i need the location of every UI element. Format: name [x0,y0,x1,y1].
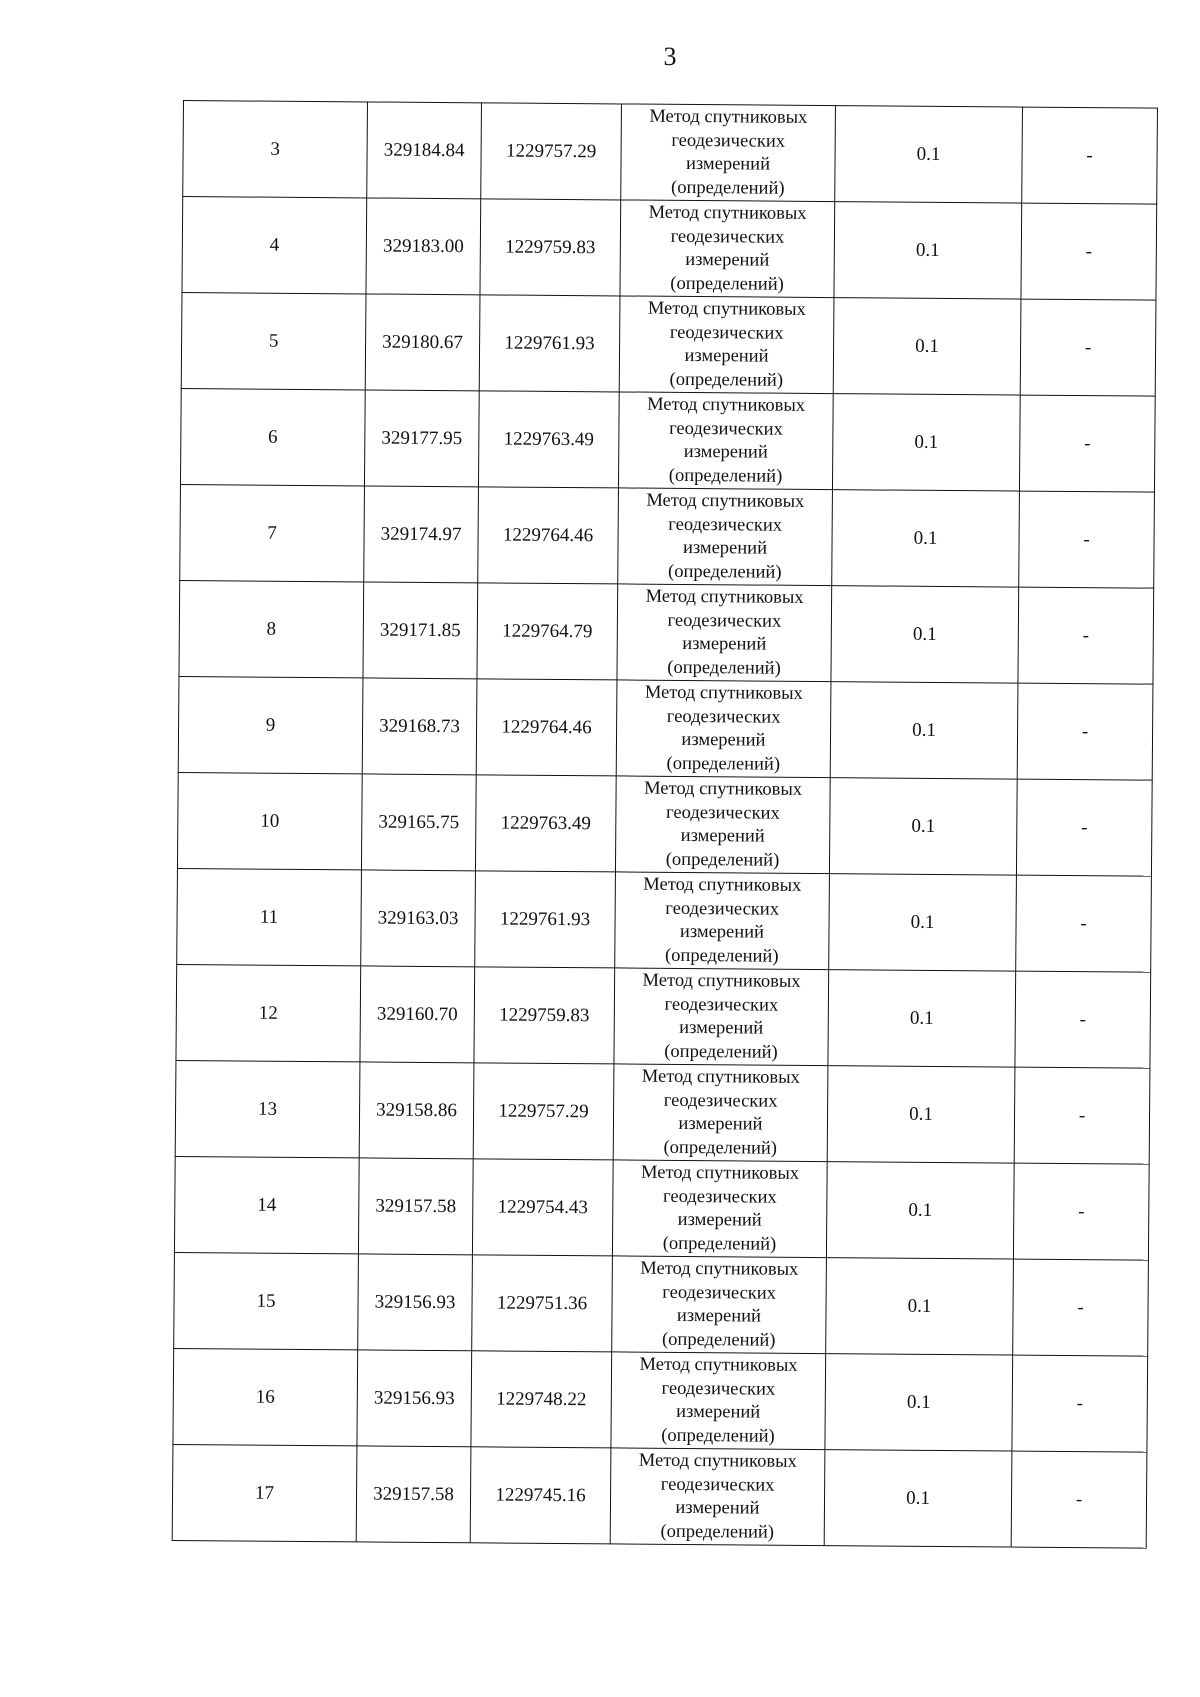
method-line: измерений [679,1017,764,1039]
accuracy-cell: 0.1 [824,1450,1012,1547]
method-cell [616,680,831,778]
y-coordinate-cell: 1229764.46 [476,679,617,776]
x-coordinate-cell: 329158.86 [359,1062,474,1159]
method-line: измерений [682,537,768,559]
y-coordinate-cell: 1229763.49 [475,775,616,872]
method-line: геодезических [666,706,781,728]
method-line: геодезических [667,610,782,632]
y-coordinate-cell: 1229751.36 [472,1255,613,1352]
method-line: измерений [682,633,767,655]
method-line: Метод спутниковых [639,1354,798,1376]
point-number-cell: 14 [174,1156,359,1253]
note-cell: - [1018,587,1154,684]
point-number-cell: 6 [180,388,365,485]
method-line: (определений) [665,849,780,871]
method-line: измерений [677,1209,762,1231]
y-coordinate-cell: 1229761.93 [479,295,620,392]
method-line: измерений [681,729,766,751]
table-row [180,388,1155,492]
method-cell [610,1448,825,1546]
method-line: (определений) [671,177,785,199]
table-row [181,292,1156,396]
note-cell: - [1015,971,1151,1068]
x-coordinate-cell: 329171.85 [363,582,478,679]
method-line: геодезических [665,898,780,920]
table-row [176,964,1151,1068]
table-row [172,1444,1147,1548]
method-line: Метод спутниковых [644,682,803,704]
note-cell: - [1013,1163,1149,1260]
x-coordinate-cell: 329165.75 [361,774,476,871]
method-cell [615,872,830,970]
y-coordinate-cell: 1229759.83 [474,967,615,1064]
table-row [183,101,1158,205]
note-cell: - [1016,779,1152,876]
method-line: геодезических [662,1282,777,1304]
table-row [173,1348,1148,1452]
table-row [177,772,1152,876]
method-line: измерений [675,1497,760,1519]
accuracy-cell: 0.1 [834,202,1022,299]
method-line: геодезических [669,418,783,440]
y-coordinate-cell: 1229763.49 [478,391,619,488]
note-cell: - [1021,203,1157,300]
method-cell [618,488,833,586]
x-coordinate-cell: 329156.93 [357,1350,472,1447]
x-coordinate-cell: 329156.93 [358,1254,473,1351]
method-line: Метод спутниковых [645,586,804,608]
note-cell: - [1022,107,1158,204]
y-coordinate-cell: 1229764.46 [478,487,619,584]
x-coordinate-cell: 329160.70 [360,966,475,1063]
accuracy-cell: 0.1 [835,106,1023,203]
method-line: Метод спутниковых [648,202,807,224]
method-line: Метод спутниковых [647,394,806,416]
accuracy-cell: 0.1 [831,586,1019,683]
method-line: геодезических [661,1378,776,1400]
method-line: измерений [676,1305,762,1327]
point-number-cell: 7 [180,484,365,581]
point-number-cell: 3 [183,101,368,198]
x-coordinate-cell: 329157.58 [356,1446,471,1543]
x-coordinate-cell: 329168.73 [362,678,477,775]
point-number-cell: 11 [177,868,362,965]
accuracy-cell: 0.1 [826,1258,1014,1355]
method-line: (определений) [668,465,783,487]
method-cell [615,776,830,874]
coordinates-table [172,100,1158,1549]
method-line: Метод спутниковых [642,970,801,992]
table-row [177,868,1152,972]
point-number-cell: 16 [173,1348,358,1445]
note-cell: - [1013,1259,1149,1356]
method-line: измерений [680,825,765,847]
accuracy-cell: 0.1 [826,1162,1014,1259]
accuracy-cell: 0.1 [832,394,1020,491]
method-line: геодезических [666,802,780,824]
x-coordinate-cell: 329184.84 [367,102,482,199]
point-number-cell: 8 [179,580,364,677]
method-line: (определений) [663,1137,778,1159]
point-number-cell: 13 [175,1060,360,1157]
accuracy-cell: 0.1 [829,874,1017,971]
note-cell: - [1016,875,1152,972]
method-line: измерений [683,441,768,463]
accuracy-cell: 0.1 [832,490,1020,587]
method-line: измерений [685,153,771,175]
table-row [175,1060,1150,1164]
page-number: 3 [663,42,677,71]
note-cell: - [1020,299,1156,396]
method-line: Метод спутниковых [641,1162,800,1184]
y-coordinate-cell: 1229754.43 [472,1159,613,1256]
x-coordinate-cell: 329180.67 [365,294,480,391]
method-line: измерений [676,1401,761,1423]
point-number-cell: 4 [182,197,367,294]
method-line: геодезических [670,226,785,248]
note-cell: - [1014,1067,1150,1164]
method-line: геодезических [660,1474,775,1496]
point-number-cell: 17 [172,1444,357,1541]
point-number-cell: 5 [181,292,366,389]
method-line: Метод спутниковых [649,106,808,128]
method-line: Метод спутниковых [646,490,805,512]
point-number-cell: 10 [177,772,362,869]
method-line: измерений [685,249,770,271]
method-line: геодезических [668,514,783,536]
note-cell: - [1019,491,1155,588]
y-coordinate-cell: 1229745.16 [470,1447,611,1544]
note-cell: - [1011,1451,1147,1548]
table-row [174,1252,1149,1356]
note-cell: - [1012,1355,1148,1452]
method-line: геодезических [663,1090,778,1112]
method-line: геодезических [662,1186,777,1208]
accuracy-cell: 0.1 [827,1066,1015,1163]
method-line: (определений) [668,561,782,583]
method-line: геодезических [664,994,779,1016]
x-coordinate-cell: 329174.97 [364,486,479,583]
y-coordinate-cell: 1229759.83 [480,199,621,296]
method-line: геодезических [671,130,786,152]
note-cell: - [1019,395,1155,492]
x-coordinate-cell: 329183.00 [366,198,481,295]
x-coordinate-cell: 329177.95 [364,390,479,487]
method-line: (определений) [664,945,779,967]
method-line: (определений) [664,1041,778,1063]
method-line: измерений [684,345,769,367]
table-row [178,676,1153,780]
method-line: Метод спутниковых [644,778,803,800]
y-coordinate-cell: 1229764.79 [477,583,618,680]
method-cell [613,1064,828,1162]
point-number-cell: 15 [174,1252,359,1349]
method-cell [620,200,835,298]
method-cell [621,104,836,202]
method-line: (определений) [660,1521,775,1543]
method-cell [611,1352,826,1450]
method-line: (определений) [669,369,784,391]
method-line: Метод спутниковых [638,1450,797,1472]
note-cell: - [1017,683,1153,780]
method-cell [612,1160,827,1258]
table-row [179,580,1154,684]
method-line: (определений) [667,657,781,679]
method-line: (определений) [661,1425,775,1447]
method-line: Метод спутниковых [640,1258,799,1280]
y-coordinate-cell: 1229757.29 [481,103,622,200]
point-number-cell: 12 [176,964,361,1061]
y-coordinate-cell: 1229748.22 [471,1351,612,1448]
accuracy-cell: 0.1 [829,778,1017,875]
table-row [180,484,1155,588]
method-line: Метод спутниковых [647,298,806,320]
method-cell [619,296,834,394]
accuracy-cell: 0.1 [825,1354,1013,1451]
method-cell [618,392,833,490]
method-line: измерений [679,921,765,943]
method-line: Метод спутниковых [641,1066,800,1088]
method-line: Метод спутниковых [643,874,802,896]
method-line: (определений) [661,1329,776,1351]
y-coordinate-cell: 1229757.29 [473,1063,614,1160]
accuracy-cell: 0.1 [828,970,1016,1067]
accuracy-cell: 0.1 [833,298,1021,395]
accuracy-cell: 0.1 [830,682,1018,779]
coordinates-table-body [172,101,1157,1549]
method-cell [612,1256,827,1354]
method-line: измерений [678,1113,763,1135]
method-cell [617,584,832,682]
y-coordinate-cell: 1229761.93 [475,871,616,968]
method-cell [614,968,829,1066]
point-number-cell: 9 [178,676,363,773]
table-row [182,197,1157,301]
method-line: (определений) [670,273,784,295]
table-row [174,1156,1149,1260]
x-coordinate-cell: 329157.58 [358,1158,473,1255]
x-coordinate-cell: 329163.03 [361,870,476,967]
method-line: (определений) [666,753,781,775]
method-line: (определений) [662,1233,777,1255]
method-line: геодезических [669,322,784,344]
